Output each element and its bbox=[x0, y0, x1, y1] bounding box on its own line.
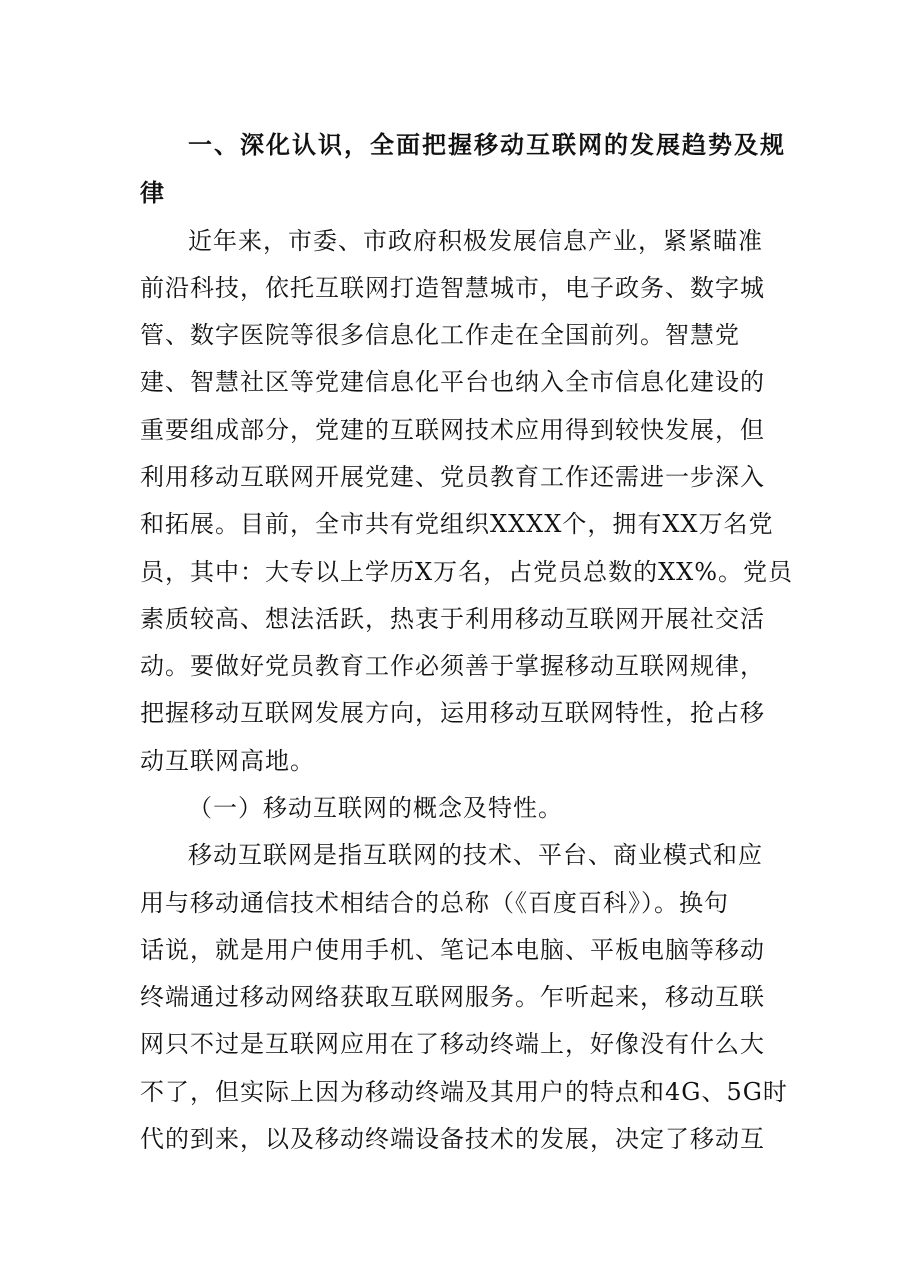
subsection-heading: （一）移动互联网的概念及特性。 bbox=[188, 794, 563, 822]
paragraph-2-line-5: 网只不过是互联网应用在了移动终端上，好像没有什么大 bbox=[140, 1030, 765, 1058]
paragraph-1-line-11: 把握移动互联网发展方向，运用移动互联网特性，抢占移 bbox=[140, 699, 765, 727]
paragraph-1-line-10: 动。要做好党员教育工作必须善于掌握移动互联网规律， bbox=[140, 652, 765, 680]
section-heading-line-1: 一、深化认识，全面把握移动互联网的发展趋势及规 bbox=[188, 131, 786, 159]
paragraph-1-line-12: 动互联网高地。 bbox=[140, 747, 315, 775]
paragraph-1-line-9: 素质较高、想法活跃，热衷于利用移动互联网开展社交活 bbox=[140, 605, 765, 633]
paragraph-1-line-5: 重要组成部分，党建的互联网技术应用得到较快发展，但 bbox=[140, 416, 765, 444]
paragraph-2-line-3: 话说，就是用户使用手机、笔记本电脑、平板电脑等移动 bbox=[140, 936, 765, 964]
paragraph-1-line-8: 员，其中：大专以上学历X万名，占党员总数的XX%。党员 bbox=[140, 558, 794, 586]
paragraph-1-line-7: 和拓展。目前，全市共有党组织XXXX个，拥有XX万名党 bbox=[140, 510, 774, 538]
paragraph-1-line-4: 建、智慧社区等党建信息化平台也纳入全市信息化建设的 bbox=[140, 368, 765, 396]
paragraph-2-line-6: 不了，但实际上因为移动终端及其用户的特点和4G、5G时 bbox=[140, 1078, 788, 1106]
paragraph-2-line-4: 终端通过移动网络获取互联网服务。乍听起来，移动互联 bbox=[140, 983, 765, 1011]
section-heading-line-2: 律 bbox=[140, 179, 166, 207]
paragraph-1-line-1: 近年来，市委、市政府积极发展信息产业，紧紧瞄准 bbox=[188, 227, 763, 255]
paragraph-1-line-3: 管、数字医院等很多信息化工作走在全国前列。智慧党 bbox=[140, 321, 740, 349]
paragraph-2-line-1: 移动互联网是指互联网的技术、平台、商业模式和应 bbox=[188, 841, 763, 869]
paragraph-1-line-2: 前沿科技，依托互联网打造智慧城市，电子政务、数字城 bbox=[140, 274, 765, 302]
paragraph-1-line-6: 利用移动互联网开展党建、党员教育工作还需进一步深入 bbox=[140, 463, 765, 491]
paragraph-2-line-2: 用与移动通信技术相结合的总称（《百度百科》）。换句 bbox=[140, 889, 729, 917]
paragraph-2-line-7: 代的到来，以及移动终端设备技术的发展，决定了移动互 bbox=[140, 1125, 765, 1153]
